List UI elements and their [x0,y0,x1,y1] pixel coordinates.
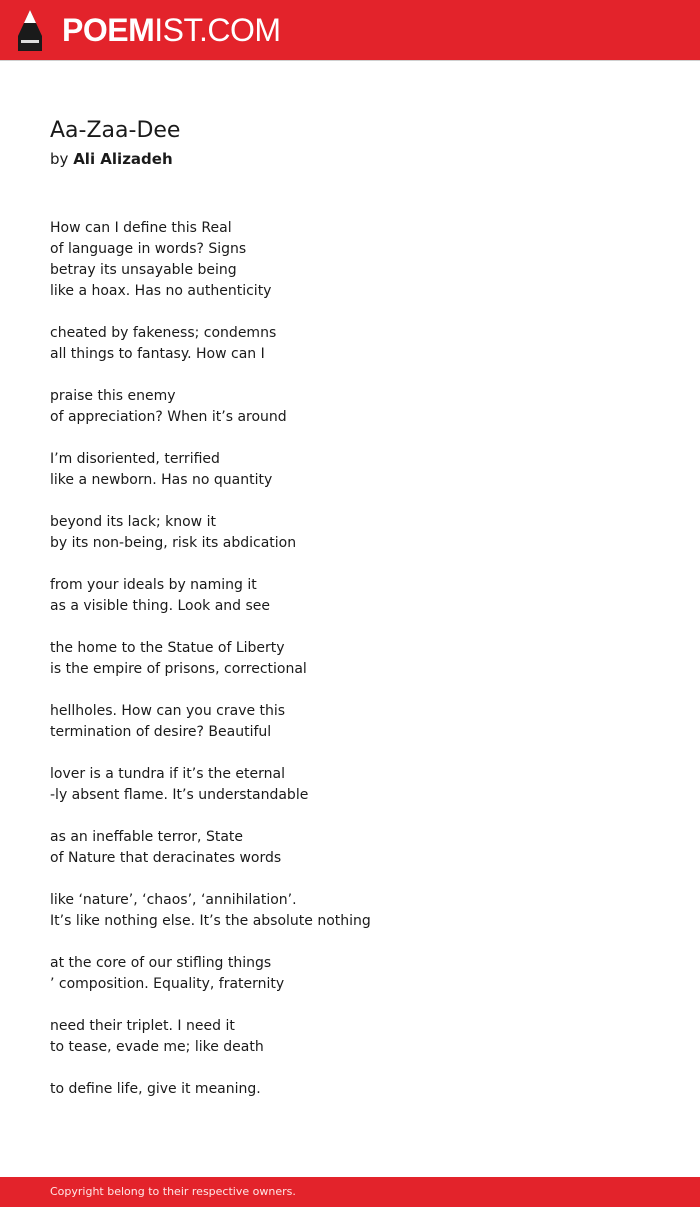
poem-line: by its non-being, risk its abdication [50,535,297,551]
stanza [50,764,650,806]
stanza [50,638,650,680]
poem-line: like a hoax. Has no authenticity [50,283,272,299]
poem-line: of Nature that deracinates words [50,850,282,866]
stanza [50,1016,650,1058]
poem-title: Aa-Zaa-Dee [50,118,181,143]
poem-line: praise this enemy [50,388,176,404]
pencil-icon[interactable] [18,10,42,51]
stanza [50,575,650,617]
poem-line: as an ineffable terror, State [50,829,244,845]
site-footer [0,1177,700,1207]
poem-line: need their triplet. I need it [50,1018,235,1034]
poem-line: How can I define this Real [50,220,232,236]
stanza [50,386,650,428]
poem-line: as a visible thing. Look and see [50,598,271,614]
poem-line: hellholes. How can you crave this [50,703,286,719]
poem-line: to tease, evade me; like death [50,1039,264,1055]
poem-line: of language in words? Signs [50,241,247,257]
poem-line: termination of desire? Beautiful [50,724,272,740]
poem-line: lover is a tundra if it’s the eternal [50,766,285,782]
poem-line: from your ideals by naming it [50,577,257,593]
poem-line: of appreciation? When it’s around [50,409,287,425]
poem-line: the home to the Statue of Liberty [50,640,285,656]
stanza [50,890,650,932]
poem-line: like ‘nature’, ‘chaos’, ‘annihilation’. [50,892,297,908]
poem-line: ’ composition. Equality, fraternity [50,976,285,992]
author-name: Ali Alizadeh [73,150,173,168]
poem-line: I’m disoriented, terrified [50,451,220,467]
poem-body [50,218,650,1100]
poem-line: -ly absent flame. It’s understandable [50,787,309,803]
poem-line: beyond its lack; know it [50,514,216,530]
stanza [50,1079,650,1100]
poem-line: cheated by fakeness; condemns [50,325,277,341]
poem-line: to define life, give it meaning. [50,1081,261,1097]
poem-line: at the core of our stifling things [50,955,272,971]
stanza [50,512,650,554]
stanza [50,323,650,365]
poem-line: like a newborn. Has no quantity [50,472,273,488]
byline [50,148,173,170]
poem-line: all things to fantasy. How can I [50,346,265,362]
brand-bold: POEM [62,12,155,48]
by-label: by [50,150,69,168]
stanza [50,827,650,869]
poem-line: betray its unsayable being [50,262,237,278]
site-logo[interactable] [62,11,281,49]
site-header [0,0,700,61]
brand-light: IST.COM [154,12,281,48]
stanza [50,449,650,491]
copyright-text: Copyright belong to their respective owners. [50,1185,296,1198]
stanza [50,218,650,302]
poem-line: is the empire of prisons, correctional [50,661,307,677]
stanza [50,953,650,995]
poem-line: It’s like nothing else. It’s the absolute nothing [50,913,371,929]
stanza [50,701,650,743]
